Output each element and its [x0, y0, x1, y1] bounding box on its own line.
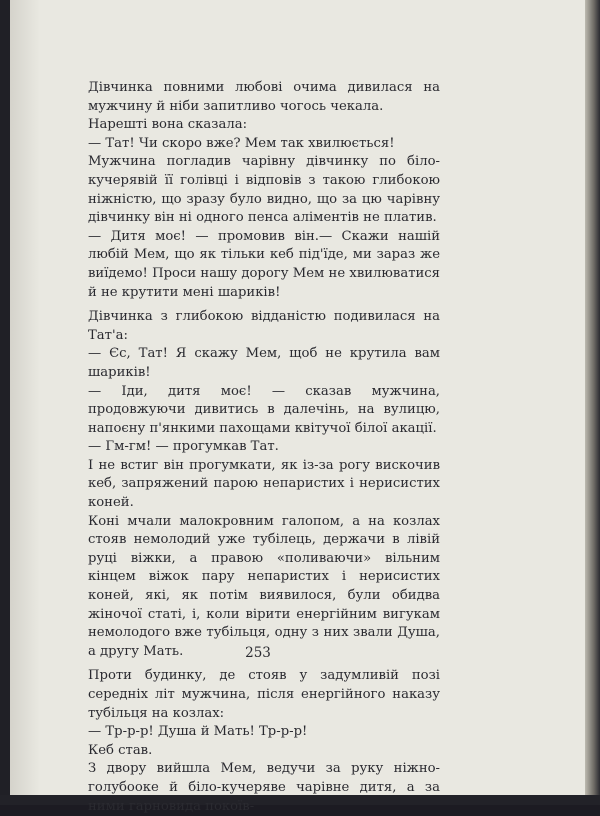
page-edge-shadow: [585, 0, 600, 805]
paragraph: — Тр-р-р! Душа й Мать! Тр-р-р!: [88, 724, 308, 740]
paragraph: — Тат! Чи скоро вже? Мем так хвилюється!: [88, 135, 395, 151]
paragraph: Коні мчали малокровним галопом, а на козлах стояв немолодий уже тубілець, держачи в лівій руці віжки, а правою «поливаючи» вільним кінцем віжок пару непаристих і нерисистих коней, які, як потім виявилося, були обидва жіночої статі, і, коли вірити енергійним вигукам немолодого вже тубільця, одну з них звали Душа, а другу Мать.: [88, 513, 440, 659]
paragraph: — Єс, Тат! Я скажу Мем, щоб не крутила вам шариків!: [88, 346, 440, 380]
paragraph: — Гм-гм! — прогумкав Тат.: [88, 439, 279, 455]
paragraph: Мужчина погладив чарівну дівчинку по біло-кучерявій її голівці і відповів з такою глибокою ніжністю, що зразу було видно, що за цю чарівну дівчинку він ні одного пенса аліментів не платив.: [88, 154, 440, 226]
paragraph: І не встиг він прогумкати, як із-за рогу вискочив кеб, запряжений парою непаристих і нерисистих коней.: [88, 457, 440, 511]
paragraph: Кеб став.: [88, 742, 153, 758]
paragraph: — Дитя моє! — промовив він.— Скажи нашій любій Мем, що як тільки кеб під'їде, ми зараз же виїдемо! Проси нашу дорогу Мем не хвилюватися й не крутити мені шариків!: [88, 228, 440, 300]
page-body-text: [88, 79, 440, 816]
paragraph: Дівчинка повними любові очима дивилася на мужчину й ніби запитливо чогось чекала.: [88, 80, 440, 114]
paragraph: Проти будинку, де стояв у задумливій позі середніх літ мужчина, після енергійного наказу тубільця на козлах:: [88, 668, 440, 721]
paragraph: Нарешті вона сказала:: [88, 117, 248, 133]
paragraph: З двору вийшла Мем, ведучи за руку ніжно-голубооке й біло-кучеряве чарівне дитя, а за ними гарновида покоїв-: [88, 761, 440, 814]
paragraph: Дівчинка з глибокою відданістю подивилася на Тат'а:: [88, 309, 440, 343]
page-number: 253: [245, 645, 271, 661]
paragraph: — Іди, дитя моє! — сказав мужчина, продовжуючи дивитись в далечінь, на вулицю, напоєну п'янкими пахощами квітучої білої акації.: [88, 383, 440, 436]
